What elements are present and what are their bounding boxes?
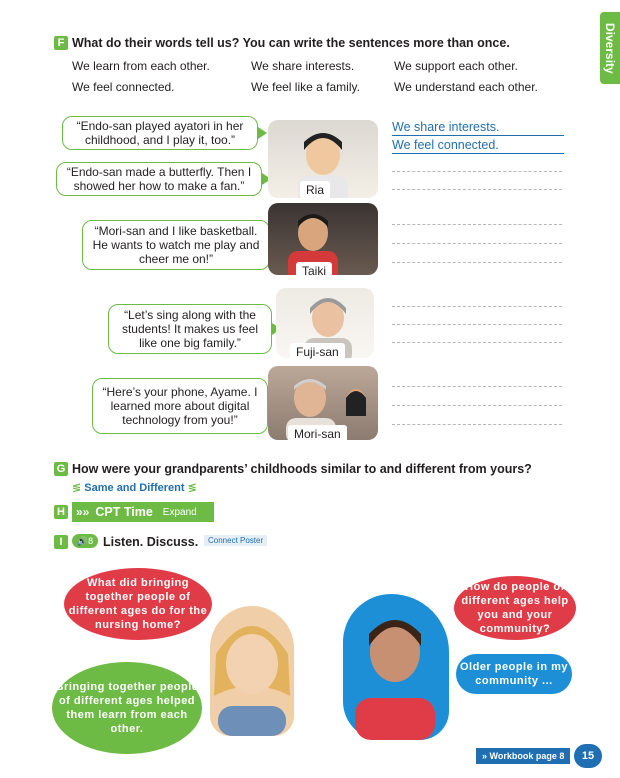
workbook-link[interactable]	[476, 748, 570, 764]
chevron-right-icon: »	[482, 751, 490, 761]
option-learn: We learn from each other.	[72, 59, 210, 73]
section-g-letter: G	[54, 462, 68, 476]
diversity-side-tab	[600, 12, 620, 84]
taiki-quote: “Mori-san and I like basketball. He wants to watch me play and cheer me on!”	[82, 220, 270, 270]
mori-name: Mori-san	[288, 425, 347, 443]
section-h-letter: H	[54, 505, 68, 519]
cpt-time-banner	[72, 502, 214, 522]
write-line[interactable]	[392, 324, 562, 325]
mori-quote: “Here’s your phone, Ayame. I learned more about digital technology from you!”	[92, 378, 268, 434]
section-g-heading: How were your grandparents’ childhoods similar to and different from yours?	[72, 462, 532, 476]
fuji-name: Fuji-san	[290, 343, 345, 361]
option-family: We feel like a family.	[251, 80, 360, 94]
same-different-label: Same and Different	[84, 482, 185, 494]
cpt-time-sub: Expand	[162, 506, 197, 518]
girl-figure	[210, 606, 294, 736]
connect-poster-tag: Connect Poster	[204, 535, 267, 546]
ria-name: Ria	[300, 181, 330, 199]
ria-quote-1: “Endo-san played ayatori in her childhood, and I play it, too.”	[62, 116, 258, 150]
side-tab-label: Diversity	[603, 22, 617, 74]
option-understand: We understand each other.	[394, 80, 538, 94]
option-support: We support each other.	[394, 59, 518, 73]
question-2-bubble: How do people of different ages help you and your community?	[454, 576, 576, 640]
write-line[interactable]	[392, 405, 562, 406]
section-i-heading: Listen. Discuss.	[103, 535, 199, 549]
question-1-bubble: What did bringing together people of different ages do for the nursing home?	[64, 568, 212, 640]
boy-figure	[343, 594, 449, 740]
boy-background	[343, 594, 449, 740]
write-line[interactable]	[392, 243, 562, 244]
write-line[interactable]	[392, 342, 562, 343]
write-line[interactable]	[392, 189, 562, 190]
audio-track-button[interactable]	[72, 534, 98, 548]
answer-2[interactable]: We feel connected.	[392, 138, 499, 152]
answer-2-bubble: Older people in my community ...	[456, 654, 572, 694]
write-line[interactable]	[392, 424, 562, 425]
same-different-tag: ≶ Same and Different ≶	[72, 482, 197, 494]
answer-1-bubble: Bringing together people of different ages helped them learn from each other.	[52, 662, 202, 754]
section-i-letter: I	[54, 535, 68, 549]
chevrons-icon: »»	[76, 505, 90, 519]
page-number: 15	[574, 744, 602, 768]
option-connected: We feel connected.	[72, 80, 175, 94]
cpt-time-title: CPT Time	[95, 505, 153, 519]
write-line[interactable]	[392, 306, 562, 307]
answer-line	[392, 153, 564, 154]
write-line[interactable]	[392, 262, 562, 263]
section-f-letter: F	[54, 36, 68, 50]
answer-line	[392, 135, 564, 136]
bubble-tail	[258, 127, 267, 139]
option-share: We share interests.	[251, 59, 355, 73]
section-f-heading: What do their words tell us? You can write the sentences more than once.	[72, 36, 510, 50]
ria-quote-2: “Endo-san made a butterfly. Then I showed her how to make a fan.”	[56, 162, 262, 196]
fuji-quote: “Let’s sing along with the students! It makes us feel like one big family.”	[108, 304, 272, 354]
answer-1[interactable]: We share interests.	[392, 120, 500, 134]
write-line[interactable]	[392, 171, 562, 172]
speaker-icon: 🔊	[76, 535, 89, 546]
workbook-label: Workbook page 8	[489, 751, 565, 761]
write-line[interactable]	[392, 386, 562, 387]
taiki-name: Taiki	[296, 262, 332, 280]
girl-illustration	[210, 606, 294, 736]
track-number: 8	[88, 536, 94, 546]
write-line[interactable]	[392, 224, 562, 225]
